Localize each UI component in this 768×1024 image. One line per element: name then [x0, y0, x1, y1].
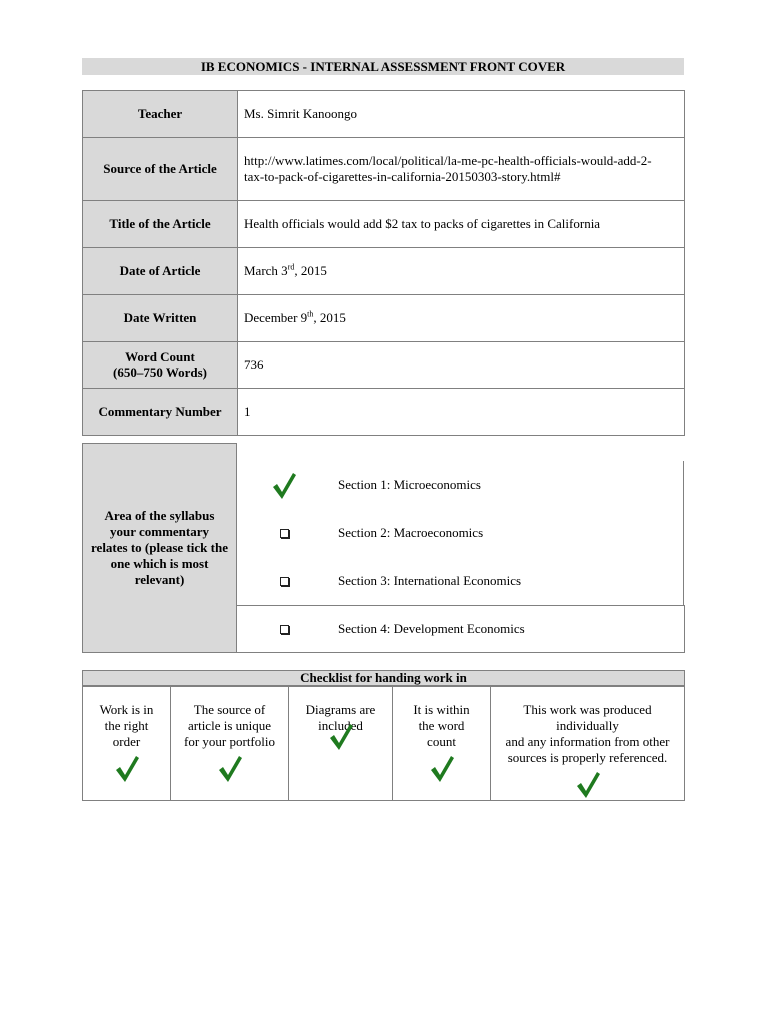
checklist-item-text: and any information from other — [505, 734, 670, 749]
word-count-label-line2: (650–750 Words) — [112, 365, 207, 380]
source-label: Source of the Article — [83, 138, 238, 201]
checkmark-icon — [114, 754, 140, 784]
checklist-item-text: The source of — [193, 702, 266, 717]
date-written-suffix: th — [307, 309, 314, 319]
checklist-item-text: for your portfolio — [184, 734, 275, 749]
source-url-line2: tax-to-pack-of-cigarettes-in-california-20150303-story.html# — [244, 169, 561, 184]
checklist-item-text: count — [427, 734, 456, 749]
word-count-value: 736 — [238, 342, 685, 389]
checklist-title: Checklist for handing work in — [82, 670, 685, 686]
article-title-value: Health officials would add $2 tax to packs of cigarettes in California — [238, 201, 685, 248]
date-article-value — [238, 248, 685, 295]
section-2-label: Section 2: Macroeconomics — [338, 525, 484, 540]
teacher-value: Ms. Simrit Kanoongo — [238, 91, 685, 138]
checklist-item-text: order — [112, 734, 141, 749]
checklist-item-diagrams — [289, 687, 393, 801]
date-written-value — [238, 295, 685, 342]
section-3-label: Section 3: International Economics — [338, 573, 522, 588]
syllabus-label: Area of the syllabus your commentary relates to (please tick the one which is most relevant) — [82, 443, 237, 653]
checklist-item-text: It is within — [413, 702, 470, 717]
section-1-label: Section 1: Microeconomics — [338, 477, 481, 492]
date-written-year: , 2015 — [313, 310, 346, 325]
checklist-item-order — [83, 687, 171, 801]
source-url-line1: http://www.latimes.com/local/political/la-me-pc-health-officials-would-add-2- — [244, 153, 652, 168]
date-written-main: December 9 — [244, 310, 308, 325]
checklist-table — [82, 686, 685, 801]
date-article-suffix: rd — [287, 262, 295, 272]
checklist-row — [83, 687, 685, 801]
date-article-year: , 2015 — [294, 263, 327, 278]
checklist-item-referenced — [491, 687, 685, 801]
checkbox-icon[interactable] — [280, 529, 289, 538]
article-title-row — [83, 201, 685, 248]
page-title: IB ECONOMICS - INTERNAL ASSESSMENT FRONT COVER — [82, 58, 684, 75]
checklist-item-text: the right — [104, 718, 149, 733]
checkmark-icon — [217, 754, 243, 784]
checkbox-icon[interactable] — [280, 625, 289, 634]
checklist-item-text: included — [318, 718, 363, 733]
source-row — [83, 138, 685, 201]
teacher-row — [83, 91, 685, 138]
commentary-value: 1 — [238, 389, 685, 436]
article-title-label: Title of the Article — [83, 201, 238, 248]
section-4-label: Section 4: Development Economics — [338, 621, 525, 636]
word-count-label — [83, 342, 238, 389]
checkmark-icon — [429, 754, 455, 784]
checkmark-icon — [271, 471, 297, 501]
commentary-row — [83, 389, 685, 436]
checklist-item-text: Work is in — [99, 702, 154, 717]
checklist-item-text: Diagrams are — [305, 702, 376, 717]
source-value — [238, 138, 685, 201]
commentary-label: Commentary Number — [83, 389, 238, 436]
checklist-item-text: article is unique — [187, 718, 272, 733]
checkbox-icon[interactable] — [280, 577, 289, 586]
checklist-item-text: This work was produced individually — [523, 702, 652, 733]
checklist-item-word-count — [393, 687, 491, 801]
word-count-label-line1: Word Count — [125, 349, 195, 364]
checklist-item-source — [171, 687, 289, 801]
checklist-item-text: sources is properly referenced. — [507, 750, 668, 765]
teacher-label: Teacher — [83, 91, 238, 138]
article-info-table — [82, 90, 685, 436]
date-article-label: Date of Article — [83, 248, 238, 295]
date-article-main: March 3 — [244, 263, 288, 278]
date-written-label: Date Written — [83, 295, 238, 342]
checkmark-icon — [575, 770, 601, 800]
checklist-item-text: the word — [418, 718, 465, 733]
date-article-row — [83, 248, 685, 295]
date-written-row — [83, 295, 685, 342]
word-count-row — [83, 342, 685, 389]
